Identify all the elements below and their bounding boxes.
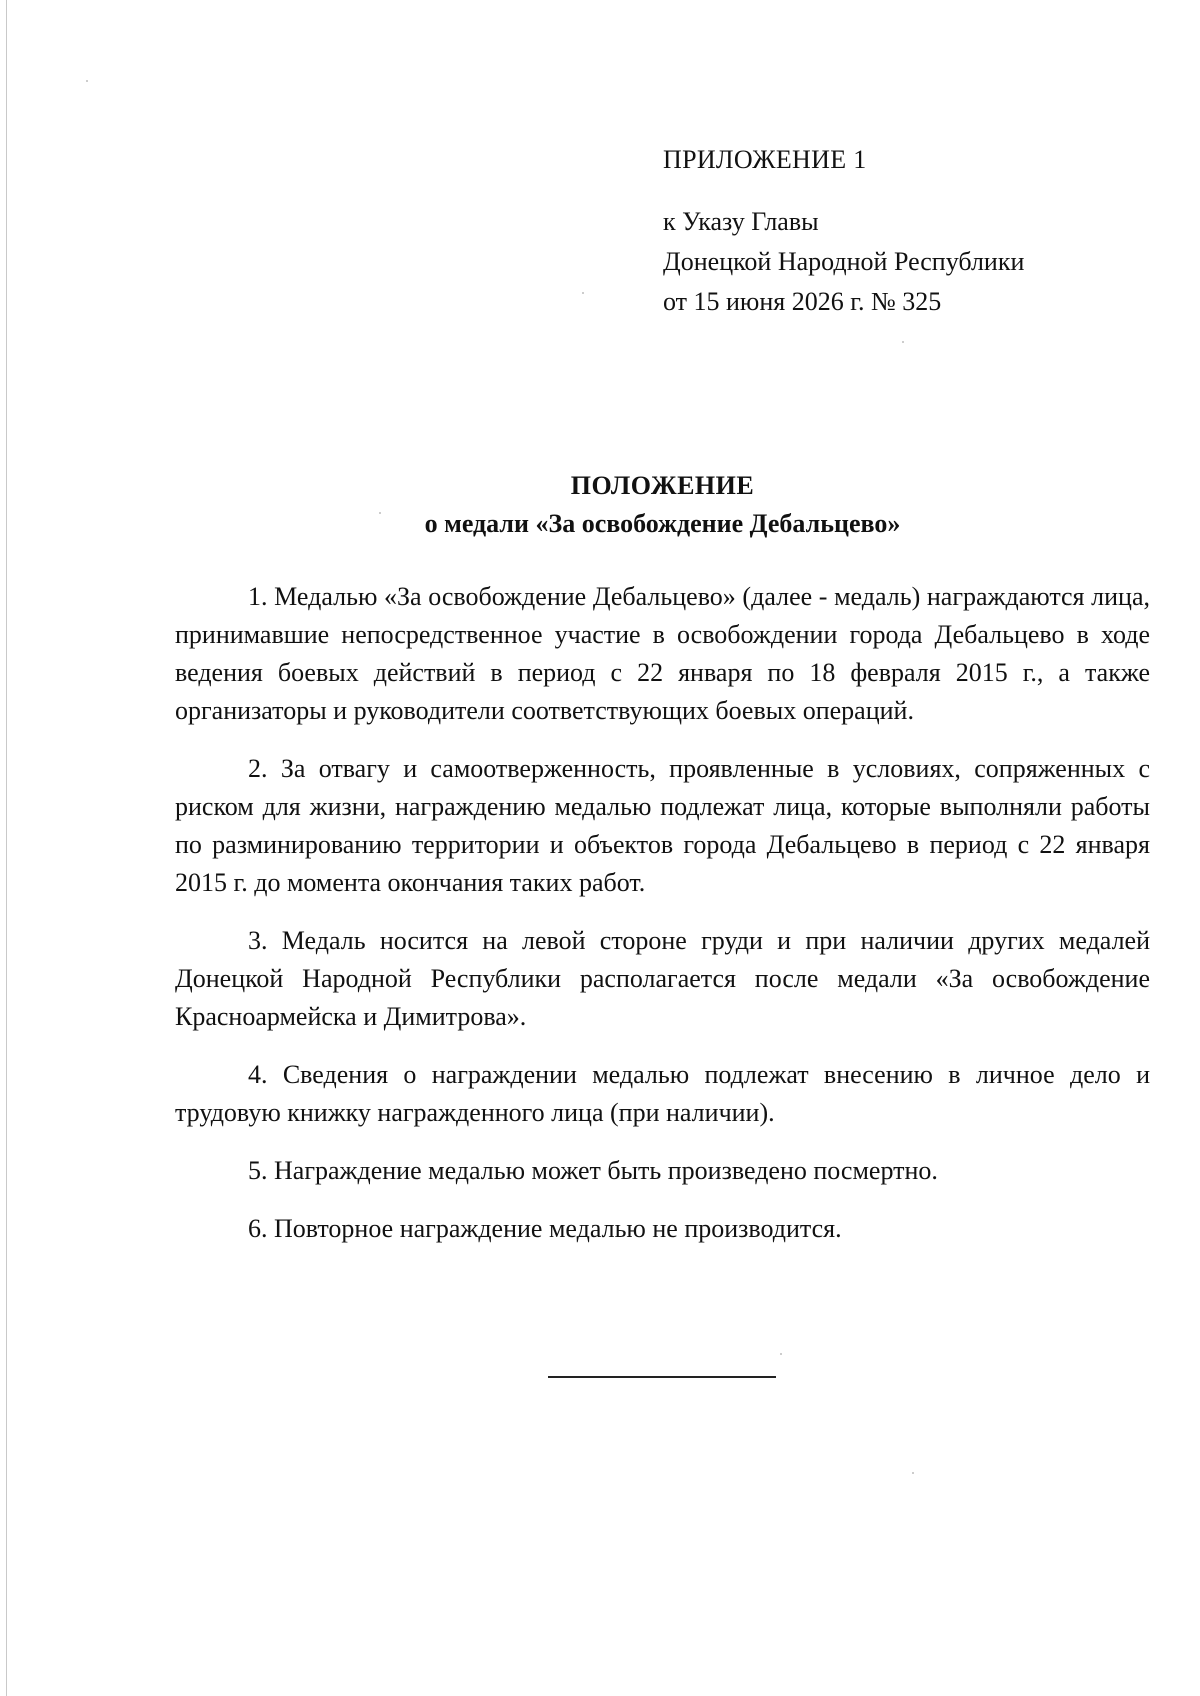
scan-speck [379,512,381,514]
document-subtitle: о медали «За освобождение Дебальцево» [424,509,901,538]
paragraph-5: 5. Награждение медалью может быть произведено посмертно. [248,1156,938,1185]
scan-speck [86,80,88,82]
scan-edge-line [6,0,7,1696]
scan-speck [582,292,584,294]
paragraph-1: 1. Медалью «За освобождение Дебальцево» (далее - медаль) награждаются лица, принимавшие непосредственное участие в освобождении города Дебальцево в ходе ведения боевых действий в период с 22 января по 18 февраля 2015 г., а также организаторы и руководители соответствующих боевых операций. [175,582,1150,725]
scan-speck [780,1353,782,1355]
scan-speck [912,1472,914,1474]
annex-line-decree: к Указу Главы [663,207,819,236]
document-body [175,578,1150,1268]
annex-block [663,140,1123,322]
document-heading [175,467,1150,543]
paragraph-6: 6. Повторное награждение медалью не производится. [248,1214,842,1243]
paragraph-3: 3. Медаль носится на левой стороне груди и при наличии других медалей Донецкой Народной Республики располагается после медали «За освобождение Красноармейска и Димитрова». [175,926,1150,1031]
document-title: ПОЛОЖЕНИЕ [570,471,755,500]
paragraph-4: 4. Сведения о награждении медалью подлежат внесению в личное дело и трудовую книжку награжденного лица (при наличии). [175,1060,1150,1127]
annex-line-republic: Донецкой Народной Республики [663,247,1025,276]
annex-title: ПРИЛОЖЕНИЕ 1 [663,145,867,174]
end-divider-line [548,1376,776,1378]
scan-speck [902,341,904,343]
paragraph-2: 2. За отвагу и самоотверженность, проявленные в условиях, сопряженных с риском для жизни, награждению медалью подлежат лица, которые выполняли работы по разминированию территории и объектов города Дебальцево в период с 22 января 2015 г. до момента окончания таких работ. [175,754,1150,897]
annex-line-date: от 15 июня 2026 г. № 325 [663,287,942,316]
